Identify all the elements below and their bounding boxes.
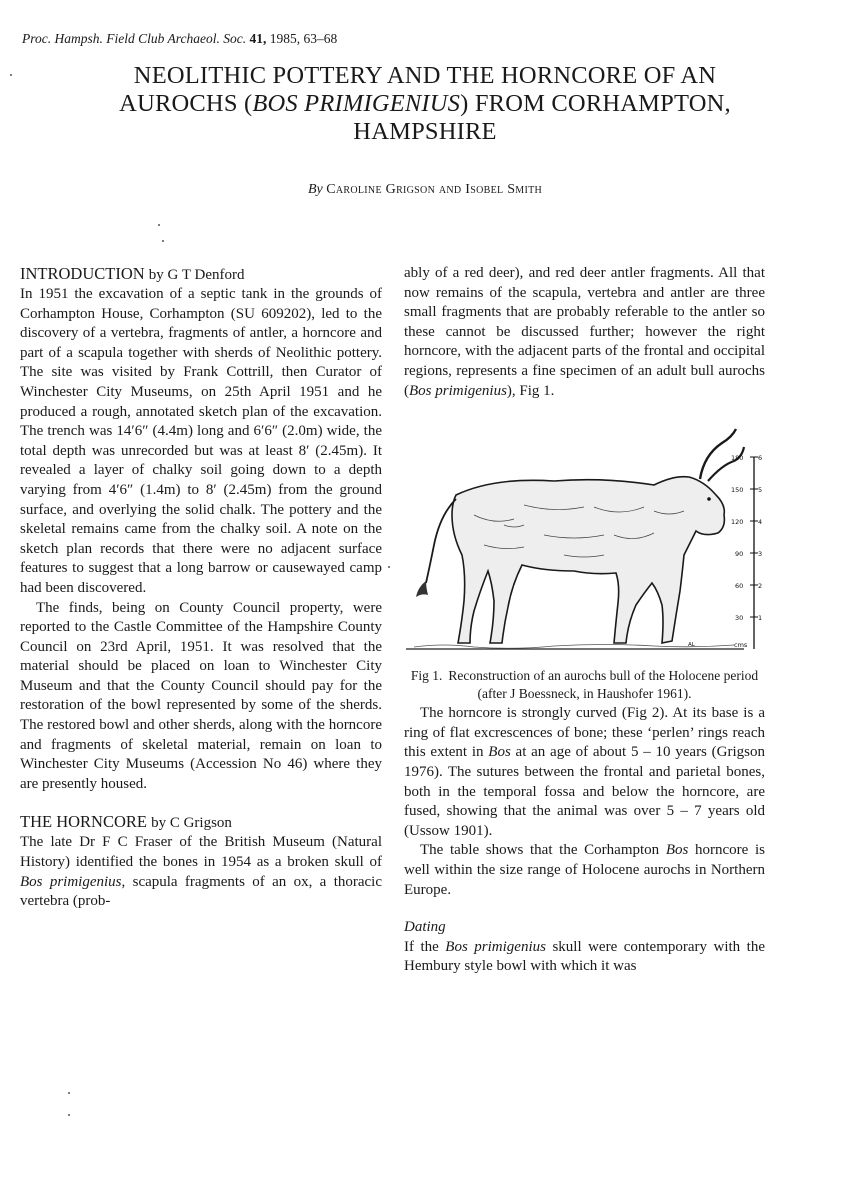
title-species-name: BOS PRIMIGENIUS [252, 90, 461, 117]
figure-caption [404, 667, 765, 702]
introduction-heading [20, 264, 382, 285]
scale-label-3: 3 [758, 550, 763, 559]
scale-label-1: 1 [758, 614, 763, 623]
title-line-2-end: ) FROM CORHAMPTON, [460, 90, 731, 117]
continued-start: ably of a red deer), and red deer antler fragments. All that now remains of the scapula, vertebra and antler are three small fragments that are probably referable to the antler so these cannot be discussed further; however the right horncore, with the adjacent parts of the frontal and occipital regions, represents a fine specimen of an adult bull aurochs ( [404, 265, 765, 399]
ground-shading [414, 645, 734, 649]
ground-label: AL [688, 642, 695, 649]
introduction-paragraph-1: In 1951 the excavation of a septic tank in the grounds of Corhampton House, Corhampton (SU 609202), led to the discovery of a vertebra, fragments of antler, a horncore and part of a scapula together with sherds of Neolithic pottery. The site was visited by Frank Cottrill, then Curator of Winchester City Museums, on 25th April 1951 and he produced a rough, annotated sketch plan of the excavation. The trench was 14′6″ (4.4m) long and 6′6″ (2.0m) wide, the total depth was unrecorded but was at least 8′ (2.45m). It revealed a layer of chalky soil going down to a depth varying from 4′6″ (1.4m) to 8′ (2.45m) from the ground surface, and overlying the solid chalk. The pottery and the skeletal remains came from the chalky soil. A note on the sketch plan records that there were no adjacent surface features to suggest that a long barrow or causewayed camp had been discovered. [20, 286, 382, 596]
p2-genus: Bos [488, 744, 511, 761]
right-column [404, 264, 765, 977]
introduction-heading-text: INTRODUCTION [20, 264, 145, 283]
left-column [20, 264, 382, 912]
horncore-p1-species: Bos primigenius [20, 873, 122, 890]
horncore-paragraph-1 [20, 833, 382, 911]
byline-authors: Caroline Grigson and Isobel Smith [326, 182, 543, 197]
scale-label-120: 120 [731, 518, 744, 527]
journal-name: Proc. Hampsh. Field Club Archaeol. Soc. [22, 31, 247, 46]
introduction-paragraph-2: The finds, being on County Council property, were reported to the Castle Committee of the Hampshire County Council on 23rd April, 1951. It was resolved that the material should be placed on loan to Winchester City Museum and that the County Council should pay for the restoration of the bowl represented by some of the sherds. The restored bowl and other sherds, along with the horncore and fragments of skeletal material, remain on loan to Winchester City Museums (Accession No 46) where they are presently housed. [20, 599, 382, 792]
scan-speck [388, 566, 390, 568]
scale-label-60: 60 [735, 582, 744, 591]
p4-end: skull were contemporary with the Hembury style bowl with which it was [404, 938, 765, 975]
author-byline [0, 182, 850, 198]
scale-label-6: 6 [758, 454, 763, 463]
horncore-paragraph-3 [404, 841, 765, 900]
title-line-2-start: AUROCHS ( [119, 90, 253, 117]
scan-speck [158, 224, 160, 226]
continued-end: ), Fig 1. [506, 382, 555, 399]
scan-speck [10, 74, 12, 76]
aurochs-tail-tuft [416, 581, 428, 597]
aurochs-eye [707, 497, 711, 501]
running-head [22, 31, 337, 47]
horncore-heading-text: THE HORNCORE [20, 812, 147, 832]
scan-speck [162, 240, 164, 242]
p2-start: The horncore is strongly curved (Fig 2). At its base is a ring of flat excrescences of bone; these ‘perlen’ rings reach this extent in [404, 705, 765, 761]
scale-label-4: 4 [758, 518, 763, 527]
journal-volume: 41, [249, 31, 267, 46]
p3-start: The table shows that the Corhampton [420, 842, 666, 859]
scale-label-150: 150 [731, 486, 744, 495]
journal-pages: 1985, 63–68 [269, 31, 338, 46]
p3-end: horncore is well within the size range of Holocene aurochs in Northern Europe. [404, 842, 766, 898]
horncore-paragraph-2 [404, 704, 765, 841]
p2-end: at an age of about 5 – 10 years (Grigson 1976). The sutures between the frontal and parietal bones, both in the temporal fossa and below the horncore, are fused, showing that the animal was over 5 – 7 years old (Ussow 1901). [404, 744, 765, 839]
p4-start: If the [404, 938, 446, 955]
horncore-p1-start: The late Dr F C Fraser of the British Museum (Natural History) identified the bones in 1954 as a broken skull of [20, 834, 382, 871]
scale-label-2: 2 [758, 582, 763, 591]
scale-label-cms: cms [734, 641, 748, 650]
figure-aurochs-reconstruction [404, 415, 765, 663]
figure-caption-label: Fig 1. [410, 668, 443, 684]
horncore-heading [20, 812, 382, 833]
introduction-author: by G T Denford [148, 267, 245, 283]
continued-paragraph [404, 264, 765, 401]
aurochs-illustration [404, 415, 765, 663]
scale-label-90: 90 [735, 550, 744, 559]
continued-species: Bos primigenius [409, 382, 507, 399]
p3-genus: Bos [665, 842, 689, 859]
scan-speck [68, 1092, 70, 1094]
aurochs-horn-right [708, 447, 744, 481]
title-line-1: NEOLITHIC POTTERY AND THE HORNCORE OF AN [133, 62, 717, 89]
title-line-2 [0, 90, 850, 118]
p4-species: Bos primigenius [445, 938, 546, 955]
aurochs-body [452, 477, 724, 643]
byline-by: By [307, 182, 323, 197]
dating-paragraph [404, 938, 765, 977]
scale-label-5: 5 [758, 486, 763, 495]
scale-label-30: 30 [735, 614, 744, 623]
dating-heading: Dating [404, 919, 446, 936]
scan-speck [68, 1114, 70, 1116]
figure-caption-text: Reconstruction of an aurochs bull of the Holocene period (after J Boessneck, in Haushofer 1961). [448, 668, 759, 701]
scale-label-180: 180 [731, 454, 744, 463]
horncore-p1-end: , scapula fragments of an ox, a thoracic vertebra (prob- [20, 873, 382, 910]
horncore-author: by C Grigson [151, 815, 232, 832]
title-line-3: HAMPSHIRE [353, 118, 497, 145]
article-title [0, 62, 850, 146]
